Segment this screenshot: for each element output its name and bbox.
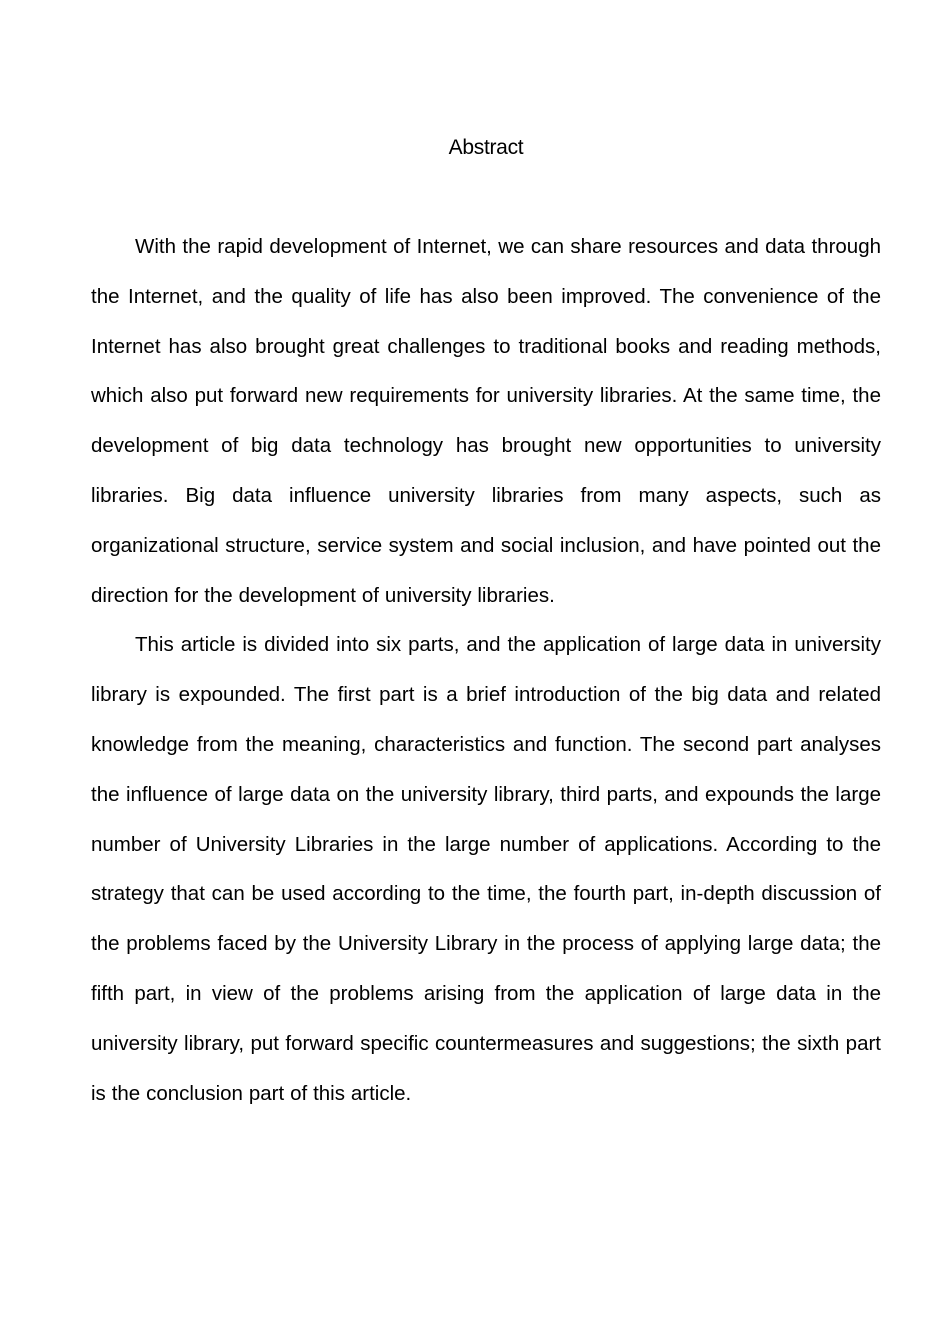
- abstract-paragraph-1: With the rapid development of Internet, we can share resources and data through the Internet, and the quality of life has also been improved. The convenience of the Internet has also brought great challenges to traditional books and reading methods, which also put forward new requirements for university libraries. At the same time, the development of big data technology has brought new opportunities to university libraries. Big data influence university libraries from many aspects, such as organizational structure, service system and social inclusion, and have pointed out the direction for the development of university libraries.: [91, 235, 881, 607]
- abstract-body: [91, 222, 881, 1118]
- abstract-title: Abstract: [448, 136, 524, 159]
- abstract-paragraph-2: This article is divided into six parts, and the application of large data in university library is expounded. The first part is a brief introduction of the big data and related knowledge from the meaning, characteristics and function. The second part analyses the influence of large data on the university library, third parts, and expounds the large number of University Libraries in the large number of applications. According to the strategy that can be used according to the time, the fourth part, in-depth discussion of the problems faced by the University Library in the process of applying large data; the fifth part, in view of the problems arising from the application of large data in the university library, put forward specific countermeasures and suggestions; the sixth part is the conclusion part of this article.: [91, 633, 881, 1105]
